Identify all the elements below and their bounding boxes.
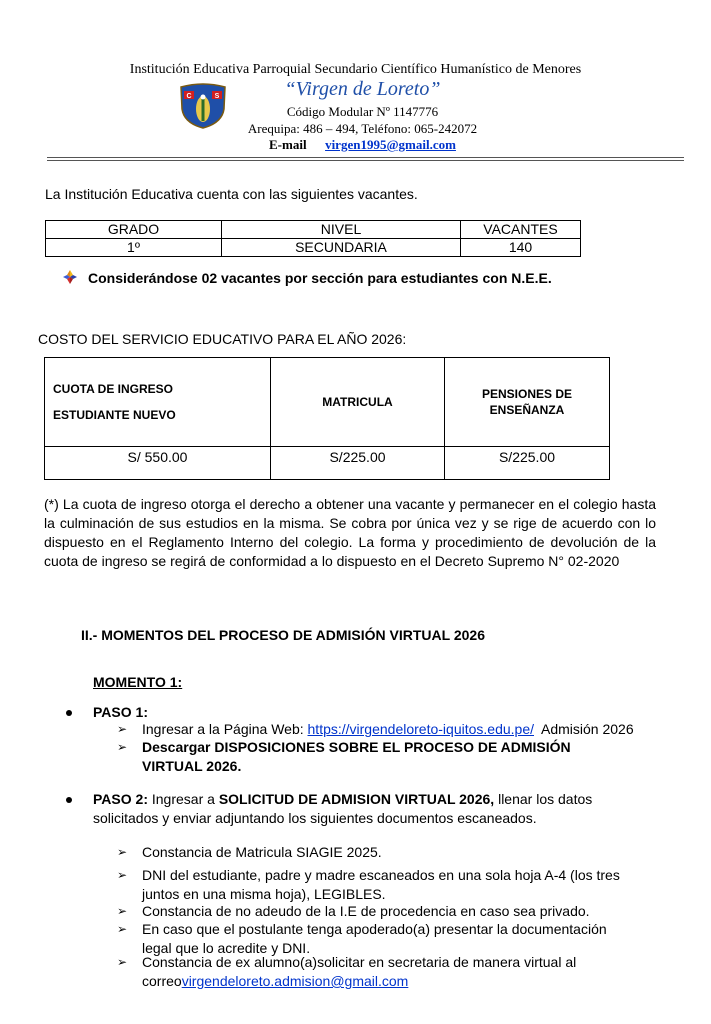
header-cuota-line1: CUOTA DE INGRESO: [53, 382, 174, 396]
table-header-row: [45, 358, 610, 447]
admission-email-link[interactable]: virgendeloreto.admision@gmail.com: [181, 973, 409, 989]
cell-pensiones-value: S/225.00: [445, 447, 610, 480]
download-line2: VIRTUAL 2026.: [142, 758, 242, 774]
arrow-bullet-icon: ➢: [117, 740, 128, 754]
institution-name: Institución Educativa Parroquial Secundario Científico Humanístico de Menores: [129, 62, 582, 77]
header-divider-bottom: [47, 160, 684, 161]
table-row: [45, 447, 610, 480]
diamond-bullet-icon: [63, 270, 77, 284]
doc-dni: [142, 866, 620, 904]
nee-note: Considerándose 02 vacantes por sección para estudiantes con N.E.E.: [88, 270, 552, 286]
paso1-item-web: [142, 720, 634, 739]
paso2-text: [93, 790, 653, 828]
cell-vacantes: 140: [461, 239, 581, 257]
doc-apoderado-line1: En caso que el postulante tenga apoderado(a) presentar la documentación: [142, 921, 607, 937]
header-nivel: NIVEL: [222, 221, 461, 239]
costs-footnote: (*) La cuota de ingreso otorga el derecho a obtener una vacante y permanecer en el colegio hasta la culminación de sus estudios en la misma. Se cobra por única vez y se rige de acuerdo con lo dispuesto en el Reglamento Interno del colegio. La forma y procedimiento de devolución de la cuota de ingreso se regirá de conformidad a lo dispuesto en el Decreto Supremo N° 02-2020: [44, 496, 656, 569]
header-matricula: MATRICULA: [271, 358, 445, 447]
cell-grado: 1º: [46, 239, 222, 257]
arrow-bullet-icon: ➢: [117, 845, 128, 859]
arrow-bullet-icon: ➢: [117, 868, 128, 882]
email-link[interactable]: virgen1995@gmail.com: [325, 137, 456, 152]
arrow-bullet-icon: ➢: [117, 904, 128, 918]
costs-title: COSTO DEL SERVICIO EDUCATIVO PARA EL AÑO 2026:: [38, 331, 407, 347]
vacancies-table: [45, 220, 581, 257]
download-line1: Descargar DISPOSICIONES SOBRE EL PROCESO DE ADMISIÓN: [142, 739, 571, 755]
vacancies-intro: La Institución Educativa cuenta con las siguientes vacantes.: [45, 186, 418, 202]
arrow-bullet-icon: ➢: [117, 722, 128, 736]
paso2-post: llenar los datos: [494, 791, 593, 807]
paso1-item-download: [142, 738, 571, 776]
moment-heading: MOMENTO 1:: [93, 674, 183, 690]
svg-text:S: S: [214, 93, 220, 100]
email-line: [269, 137, 456, 153]
header-vacantes: VACANTES: [461, 221, 581, 239]
costs-table: [44, 357, 610, 480]
paso2-label: PASO 2:: [93, 791, 148, 807]
header-pensiones: [445, 358, 610, 447]
doc-ex-alumno-pre: correo: [142, 973, 182, 989]
cell-nivel: SECUNDARIA: [222, 239, 461, 257]
doc-siagie: Constancia de Matricula SIAGIE 2025.: [142, 844, 382, 860]
header-pensiones-line2: ENSEÑANZA: [489, 403, 565, 417]
bullet-icon: [66, 797, 72, 803]
header-cuota-ingreso: [45, 358, 271, 447]
section-title: II.- MOMENTOS DEL PROCESO DE ADMISIÓN VIRTUAL 2026: [81, 627, 485, 643]
paso1-web-suffix: Admisión 2026: [534, 721, 634, 737]
doc-ex-alumno-line1: Constancia de ex alumno(a)solicitar en secretaria de manera virtual al: [142, 954, 577, 970]
arrow-bullet-icon: ➢: [117, 922, 128, 936]
website-link[interactable]: https://virgendeloreto-iquitos.edu.pe/: [307, 721, 534, 737]
doc-dni-line1: DNI del estudiante, padre y madre escaneados en una sola hoja A-4 (los tres: [142, 867, 620, 883]
paso1-label: PASO 1:: [93, 704, 148, 720]
svg-text:C: C: [186, 93, 192, 100]
codigo-modular: Código Modular Nº 1147776: [286, 104, 439, 119]
email-label: E-mail: [269, 137, 307, 152]
paso2-bold: SOLICITUD DE ADMISION VIRTUAL 2026,: [218, 791, 495, 807]
header-cuota-line2: ESTUDIANTE NUEVO: [53, 408, 176, 422]
header-divider-top: [47, 157, 684, 158]
table-row: [46, 239, 581, 257]
header-grado: GRADO: [46, 221, 222, 239]
cell-cuota-value: S/ 550.00: [45, 447, 271, 480]
bullet-icon: [66, 710, 72, 716]
doc-apoderado-line2: legal que lo acredite y DNI.: [142, 940, 311, 956]
doc-ex-alumno: [142, 953, 576, 991]
doc-dni-line2: juntos en una misma hoja), LEGIBLES.: [142, 886, 386, 902]
doc-no-adeudo: Constancia de no adeudo de la I.E de procedencia en caso sea privado.: [142, 903, 590, 919]
table-header-row: [46, 221, 581, 239]
header-pensiones-line1: PENSIONES DE: [481, 387, 573, 401]
school-name: “Virgen de Loreto”: [284, 78, 441, 100]
address-phone: Arequipa: 486 – 494, Teléfono: 065-242072: [247, 121, 478, 136]
paso2-line2: solicitados y enviar adjuntando los siguientes documentos escaneados.: [93, 810, 537, 826]
arrow-bullet-icon: ➢: [117, 955, 128, 969]
paso1-web-text: Ingresar a la Página Web:: [142, 721, 308, 737]
cell-matricula-value: S/225.00: [271, 447, 445, 480]
paso2-pre: Ingresar a: [147, 791, 219, 807]
